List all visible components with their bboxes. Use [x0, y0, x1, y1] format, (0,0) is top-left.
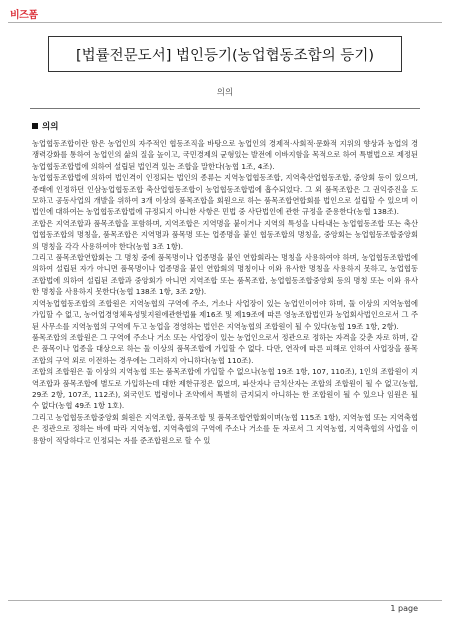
bizform-logo: 비즈폼	[10, 10, 38, 21]
footer-divider	[8, 600, 442, 601]
section-heading-label: 의의	[42, 122, 59, 132]
section-heading	[32, 120, 58, 132]
page-number: 1 page	[390, 604, 418, 613]
body-paragraph: 그리고 농업협동조합중앙회 회원은 지역조합, 품목조합 및 품목조합연합회이며(농협 115조 1항), 지역농협 또는 지역축협은 정관으로 정하는 바에 따라 지역농협, 지역축협의 구역에 주소나 거소를 둔 자로서 그 지역농협, 지역축협의 사업을 이용함이 적당하다고 인정되는 자를 준조합원으로 할 수 있	[32, 412, 418, 445]
document-title: [법률전문도서] 법인등기(농업협동조합의 등기)	[48, 36, 402, 72]
body-paragraph: 지역농업협동조합의 조합원은 지역농협의 구역에 주소, 거소나 사업장이 있는 농업인이어야 하며, 둘 이상의 지역농협에 가입할 수 없고, 농어업경영체육성및지원에관한법률 제16조 및 제19조에 따른 영농조합법인과 농업회사법인으로서 그 주된 사무소를 지역농협의 구역에 두고 농업을 경영하는 법인은 지역농협의 조합원이 될 수 있다(농협 19조 1항, 2항).	[32, 298, 418, 331]
body-paragraph: 농업협동조합법에 의하여 법인격이 인정되는 법인의 종류는 지역농업협동조합, 지역축산업협동조합, 중앙회 등이 있으며, 종래에 인정하던 인삼농업협동조합 축산업협동조합이 농업협동조합법에 흡수되었다. 그 외 품목조합은 그 권익증진을 도모하고 공동사업의 개발을 위하여 3개 이상의 품목조합을 회원으로 하는 품목조합연합회를 법인으로 설립할 수 있으며 이 법인에 대하여는 농업협동조합법에 규정되지 아니한 사항은 민법 중 사단법인에 관한 규정을 준용한다(농협 138조).	[32, 173, 418, 217]
body-paragraph: 조합의 조합원은 둘 이상의 지역농협 또는 품목조합에 가입할 수 없으나(농협 19조 1항, 107, 110조), 1인의 조합원이 지역조합과 품목조합에 별도로 가입하는데 대한 제한규정은 없으며, 파산자나 금치산자는 조합의 조합원이 될 수 없고(농협, 29조 2항, 107조, 112조), 외국인도 법령이나 조약에서 특별히 금지되지 아니하는 한 조합원이 될 수 있으나 임원은 될 수 없다(농협 49조 1항 1호).	[32, 367, 418, 411]
document-subtitle: 의의	[216, 88, 234, 98]
header-divider	[8, 22, 442, 23]
body-paragraph: 농업협동조합이란 함은 농업인의 자주적인 협동조직을 바탕으로 농업인의 경제적·사회적·문화적 지위의 향상과 농업의 경쟁력강화를 통하여 농업인의 삶의 질을 높이고, 국민경제의 균형있는 발전에 이바지함을 목적으로 하여 특별법으로 제정된 농업협동조합법에 의하여 설립된 법인격 있는 조합을 말한다(농협 1조, 4조).	[32, 139, 418, 171]
body-paragraph: 품목조합의 조합원은 그 구역에 주소나 거소 또는 사업장이 있는 농업인으로서 정관으로 정하는 자격을 갖춘 자로 하며, 같은 품목이나 업종을 대상으로 하는 둘 이상의 품목조합에 가입할 수 없다. 다만, 연작에 따른 피해로 인하여 사업장을 품목조합의 구역 외로 이전하는 경우에는 그러하지 아니하다(농협 110조).	[32, 332, 418, 365]
square-bullet-icon	[32, 123, 38, 129]
document-body	[32, 138, 418, 446]
body-paragraph: 그리고 품목조합연합회는 그 명칭 중에 품목명이나 업종명을 붙인 연합회라는 명칭을 사용하여야 하며, 농업협동조합법에 의하여 설립된 자가 아니면 품목명이나 업종명을 붙인 연합회의 명칭이나 이와 유사한 명칭을 사용하지 못하고, 농업협동조합법에 의하여 설립된 조합과 중앙회가 아니면 지역조합 또는 품목조합, 농업협동조합중앙회 등의 명칭 또는 이와 유사한 명칭을 사용하지 못한다(농협 138조 1항, 3조 2항).	[32, 253, 418, 297]
body-paragraph: 조합은 지역조합과 품목조합을 포함하며, 지역조합은 지역명을 붙이거나 지역의 특성을 나타내는 농업협동조합 또는 축산업협동조합의 명칭을, 품목조합은 지역명과 품목명 또는 업종명을 붙인 협동조합의 명칭을, 중앙회는 농업협동조합중앙회의 명칭을 각각 사용하여야 한다(농협 3조 1항).	[32, 218, 418, 251]
title-divider	[30, 108, 420, 109]
